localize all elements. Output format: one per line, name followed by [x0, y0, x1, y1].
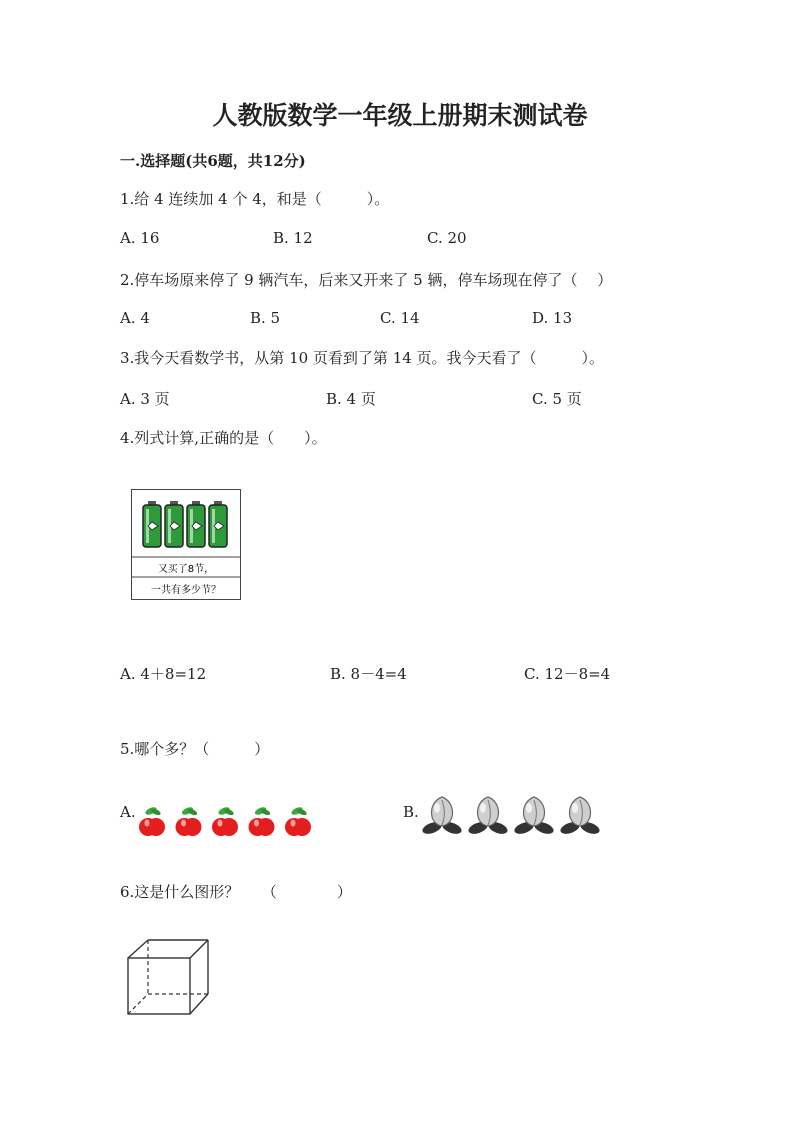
question-1: 1.给 4 连续加 4 个 4，和是（ ）。: [120, 190, 390, 208]
apple-icon: [176, 806, 202, 836]
question-4: 4.列式计算,正确的是（ ）。: [120, 429, 327, 447]
q2-option-c: C. 14: [380, 309, 420, 327]
q3-option-a: A. 3 页: [120, 390, 170, 408]
peach-icon: [467, 797, 509, 836]
figure-caption-line1: 又买了8节，: [157, 564, 215, 575]
q2-option-b: B. 5: [250, 309, 281, 327]
apple-icon: [285, 806, 311, 836]
q4-option-c: C. 12－8=4: [524, 665, 611, 683]
apple-icon: [249, 806, 275, 836]
q4-option-b: B. 8－4=4: [330, 665, 407, 683]
peach-icon: [513, 797, 555, 836]
question-6: 6.这是什么图形？ （ ）: [120, 883, 352, 901]
battery-icon: [187, 501, 205, 547]
question-5: 5.哪个多？（ ）: [120, 740, 270, 758]
cube-figure: [126, 938, 212, 1018]
apple-icon: [212, 806, 238, 836]
section-heading: 一.选择题(共6题，共12分): [120, 152, 306, 170]
q4-option-a: A. 4＋8=12: [120, 665, 207, 683]
q3-option-c: C. 5 页: [532, 390, 582, 408]
battery-icon: [209, 501, 227, 547]
battery-figure: [131, 489, 241, 601]
question-2: 2.停车场原来停了 9 辆汽车，后来又开来了 5 辆，停车场现在停了（ ）: [120, 271, 613, 289]
q1-option-c: C. 20: [427, 229, 467, 247]
battery-icon: [165, 501, 183, 547]
battery-icon: [143, 501, 161, 547]
q2-option-a: A. 4: [120, 309, 150, 327]
page-title: 人教版数学一年级上册期末测试卷: [212, 101, 588, 130]
q5-option-a: A.: [120, 803, 136, 821]
q1-option-b: B. 12: [273, 229, 313, 247]
peaches-row: [420, 794, 600, 838]
apples-row: [136, 805, 316, 841]
question-3: 3.我今天看数学书，从第 10 页看到了第 14 页。我今天看了（ ）。: [120, 349, 605, 367]
q3-option-b: B. 4 页: [326, 390, 376, 408]
q2-option-d: D. 13: [532, 309, 573, 327]
peach-icon: [421, 797, 463, 836]
figure-caption-line2: 一共有多少节？: [151, 585, 221, 596]
peach-icon: [559, 797, 601, 836]
q5-option-b: B.: [403, 803, 419, 821]
q1-option-a: A. 16: [120, 229, 160, 247]
apple-icon: [139, 806, 165, 836]
